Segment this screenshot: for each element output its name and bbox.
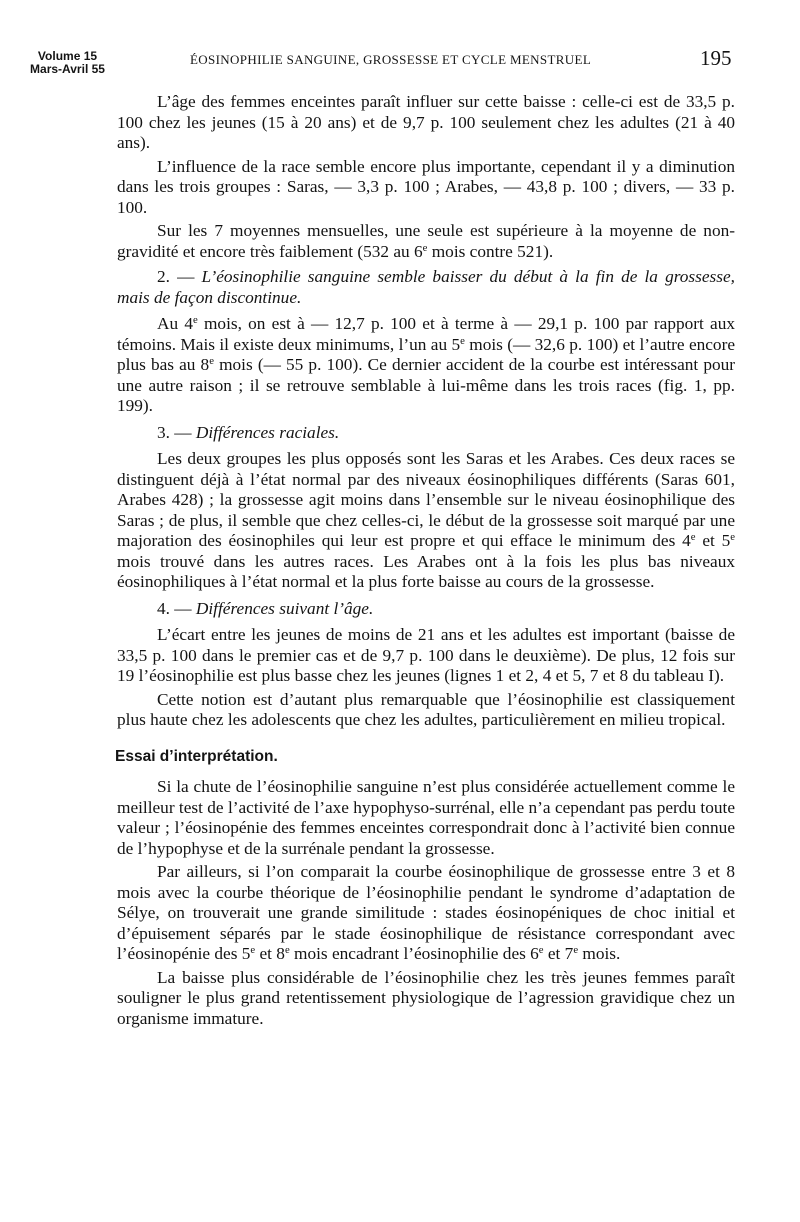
issue-label: Mars-Avril 55 (30, 62, 105, 76)
paragraph-race: L’influence de la race semble encore plus importante, cependant il y a diminution dans les trois groupes : Saras, — 3,3 p. 100 ; Arabes, — 43,8 p. 100 ; divers, — 33 p. 100. (117, 156, 735, 217)
page-number: 195 (700, 46, 732, 70)
paragraph-monthly-means: Sur les 7 moyennes mensuelles, une seule est supérieure à la moyenne de non-gravidité et encore très faiblement (532 au 6e mois contre 521). (117, 221, 735, 261)
volume-info (20, 50, 115, 76)
paragraph-selye: Par ailleurs, si l’on comparait la courbe éosinophilique de grossesse entre 3 et 8 mois avec la courbe théorique de l’éosinophilie pendant le syndrome d’adaptation de Sélye, on trouverait une grande similitude : stades éosinopéniques de choc initial et d’épuisement séparés par le stade éosinophilique de résistance correspondant avec l’éosinopénie des 5e et 8e mois encadrant l’éosinophilie des 6e et 7e mois. (117, 862, 735, 963)
paragraph-minimums: Au 4e mois, on est à — 12,7 p. 100 et à terme à — 29,1 p. 100 par rapport aux témoins. Mais il existe deux minimums, l’un au 5e mois (— 32,6 p. 100) et l’autre encore plus bas au 8e mois (— 55 p. 100). Ce dernier accident de la courbe est intéressant pour une autre raison ; il se retrouve semblable à lui-même dans les trois races (fig. 1, pp. 199). (117, 314, 736, 415)
paragraph-racial-differences: Les deux groupes les plus opposés sont les Saras et les Arabes. Ces deux races se distinguent déjà à l’état normal par des niveaux éosinophiliques différents (Saras 601, Arabes 428) ; la grossesse agit moins dans l’ensemble sur le niveau éosinophilique des Saras ; de plus, il semble que chez celles-ci, le début de la grossesse soit marqué par une majoration des éosinophiles qui leur est propre et qui efface le minimum des 4e et 5e mois trouvé dans les autres races. Les Arabes ont à la fois les plus bas niveaux éosinophiliques à l’état normal et la plus forte baisse au cours de la grossesse. (117, 449, 735, 591)
section-3-heading: 3. — Différences raciales. (157, 422, 340, 442)
section-2-heading: 2. — L’éosinophilie sanguine semble baisser du début à la fin de la grossesse, mais de façon discontinue. (117, 267, 735, 307)
paragraph-age: L’âge des femmes enceintes paraît influer sur cette baisse : celle-ci est de 33,5 p. 100 chez les jeunes (15 à 20 ans) et de 9,7 p. 100 seulement chez les adultes (21 à 40 ans). (117, 92, 735, 152)
paragraph-notion: Cette notion est d’autant plus remarquable que l’éosinophilie est classiquement plus haute chez les adolescents que chez les adultes, particulièrement en milieu tropical. (117, 689, 735, 729)
volume-label: Volume 15 (37, 49, 98, 63)
paragraph-interpretation: Si la chute de l’éosinophilie sanguine n’est plus considérée actuellement comme le meilleur test de l’activité de l’axe hypophyso-surrénal, elle n’a cependant pas perdu toute valeur ; l’éosinopénie des femmes enceintes correspondrait donc à l’activité bien connue de l’hypophyse et de la surrénale pendant la grossesse. (117, 777, 735, 858)
running-title: ÉOSINOPHILIE SANGUINE, GROSSESSE ET CYCLE MENSTRUEL (190, 52, 592, 67)
paragraph-age-gap: L’écart entre les jeunes de moins de 21 ans et les adultes est important (baisse de 33,5 p. 100 dans le premier cas et de 9,7 p. 100 dans le deuxième). De plus, 12 fois sur 19 l’éosinophilie est plus basse chez les jeunes (lignes 1 et 2, 4 et 5, 7 et 8 du tableau I). (117, 625, 735, 685)
section-4-heading: 4. — Différences suivant l’âge. (157, 598, 374, 618)
interpretation-heading: Essai d’interprétation. (115, 747, 278, 765)
paragraph-conclusion: La baisse plus considérable de l’éosinophilie chez les très jeunes femmes paraît souligner le plus grand retentissement physiologique de l’agression gravidique chez un organisme immature. (117, 967, 735, 1028)
article-body (117, 92, 735, 1032)
